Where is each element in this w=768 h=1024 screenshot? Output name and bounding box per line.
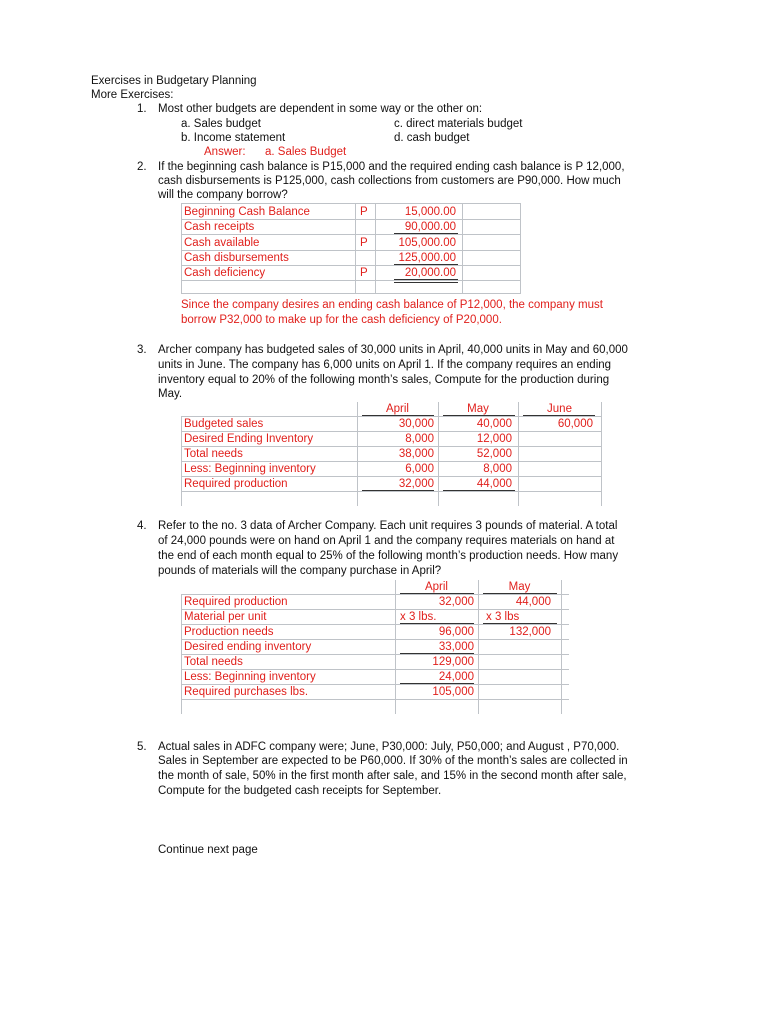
q2-text-line: will the company borrow? <box>158 189 288 201</box>
table-cell-value: 44,000 <box>476 478 512 490</box>
table-cell-value: 38,000 <box>398 448 434 460</box>
table-cell-value: 32,000 <box>398 478 434 490</box>
q4-text-line: Refer to the no. 3 data of Archer Company. Each unit requires 3 pounds of material. A total <box>158 520 618 532</box>
table-cell-value: x 3 lbs <box>486 611 520 623</box>
continue-note: Continue next page <box>158 844 258 856</box>
q3-number: 3. <box>137 344 147 356</box>
q2-answer-note: borrow P32,000 to make up for the cash deficiency of P20,000. <box>181 314 502 326</box>
document-subtitle: More Exercises: <box>91 89 174 101</box>
q3-text-line: units in June. The company has 6,000 units on April 1. If the company requires an ending <box>158 359 612 371</box>
table-cell-value: 30,000 <box>398 418 434 430</box>
table-cell-value: 96,000 <box>438 626 474 638</box>
table-cell-value: 15,000.00 <box>404 206 456 218</box>
q2-answer-note: Since the company desires an ending cash balance of P12,000, the company must <box>181 299 603 311</box>
table-cell-value: 129,000 <box>432 656 474 668</box>
table-row-label: Total needs <box>184 448 243 460</box>
table-cell-value: 60,000 <box>557 418 593 430</box>
q1-option-b: b. Income statement <box>181 132 286 144</box>
q4-text-line: the end of each month equal to 25% of the following month’s production needs. How many <box>158 550 619 562</box>
table-cell-value: 33,000 <box>438 641 474 653</box>
table-cell-value: 52,000 <box>476 448 512 460</box>
column-header-june: June <box>547 403 572 415</box>
q2-text-line: cash disbursements is P125,000, cash collections from customers are P90,000. How much <box>158 175 621 187</box>
q1-option-c: c. direct materials budget <box>394 118 523 130</box>
column-header-may: May <box>467 403 489 415</box>
q1-option-d: d. cash budget <box>394 132 470 144</box>
table-cell-value: 6,000 <box>405 463 434 475</box>
table-cell-value: 44,000 <box>515 596 551 608</box>
q2-number: 2. <box>137 161 147 173</box>
table-cell-value: 8,000 <box>405 433 434 445</box>
q3-text-line: May. <box>158 388 183 400</box>
table-cell-value: 32,000 <box>438 596 474 608</box>
table-row-label: Total needs <box>184 656 243 668</box>
q5-number: 5. <box>137 741 147 753</box>
table-row-label: Material per unit <box>184 611 267 623</box>
table-row-label: Cash disbursements <box>184 252 289 264</box>
q1-option-a: a. Sales budget <box>181 118 261 130</box>
column-header-april: April <box>385 403 409 415</box>
q5-text-line: Sales in September are expected to be P60,000. If 30% of the month’s sales are collected in <box>158 755 628 767</box>
table-cell-value: 125,000.00 <box>398 252 456 264</box>
table-row-label: Cash receipts <box>184 221 255 233</box>
peso-sign: P <box>360 237 368 249</box>
table-row-label: Required production <box>184 478 288 490</box>
table-cell-value: 12,000 <box>476 433 512 445</box>
table-cell-value: 24,000 <box>438 671 474 683</box>
table-row-label: Less: Beginning inventory <box>184 671 316 683</box>
table-row-label: Budgeted sales <box>184 418 264 430</box>
table-cell-value: 20,000.00 <box>404 267 456 279</box>
q1-answer-label: Answer: <box>204 146 246 158</box>
q5-text-line: Compute for the budgeted cash receipts for September. <box>158 785 442 797</box>
table-cell-value: 90,000.00 <box>404 221 456 233</box>
table-row-label: Desired ending inventory <box>184 641 312 653</box>
q3-text-line: Archer company has budgeted sales of 30,000 units in April, 40,000 units in May and 60,000 <box>158 344 628 356</box>
table-cell-value: 40,000 <box>476 418 512 430</box>
document-title: Exercises in Budgetary Planning <box>91 75 257 87</box>
table-row-label: Required purchases lbs. <box>184 686 309 698</box>
table-row-label: Cash deficiency <box>184 267 266 279</box>
table-cell-value: 132,000 <box>509 626 551 638</box>
table-row-label: Production needs <box>184 626 274 638</box>
table-row-label: Desired Ending Inventory <box>184 433 314 445</box>
q1-answer-value: a. Sales Budget <box>265 146 347 158</box>
q4-text-line: pounds of materials will the company purchase in April? <box>158 565 442 577</box>
peso-sign: P <box>360 267 368 279</box>
table-cell-value: 8,000 <box>483 463 512 475</box>
table-row-label: Beginning Cash Balance <box>184 206 310 218</box>
table-cell-value: 105,000 <box>432 686 474 698</box>
table-cell-value: x 3 lbs. <box>400 611 437 623</box>
peso-sign: P <box>360 206 368 218</box>
q5-text-line: Actual sales in ADFC company were; June, P30,000: July, P50,000; and August , P70,000. <box>158 741 620 753</box>
q5-text-line: the month of sale, 50% in the first month after sale, and 15% in the second month after sale, <box>158 770 627 782</box>
q2-text-line: If the beginning cash balance is P15,000 and the required ending cash balance is P 12,000, <box>158 161 625 173</box>
table-cell-value: 105,000.00 <box>398 237 456 249</box>
q4-text-line: of 24,000 pounds were on hand on April 1 and the company requires materials on hand at <box>158 535 615 547</box>
q1-text: Most other budgets are dependent in some way or the other on: <box>158 103 483 115</box>
q4-number: 4. <box>137 520 147 532</box>
q3-text-line: inventory equal to 20% of the following month’s sales, Compute for the production during <box>158 374 610 386</box>
table-row-label: Cash available <box>184 237 260 249</box>
column-header-may: May <box>508 581 531 593</box>
column-header-april: April <box>424 581 448 593</box>
q1-number: 1. <box>137 103 147 115</box>
table-row-label: Required production <box>184 596 288 608</box>
table-row-label: Less: Beginning inventory <box>184 463 316 475</box>
